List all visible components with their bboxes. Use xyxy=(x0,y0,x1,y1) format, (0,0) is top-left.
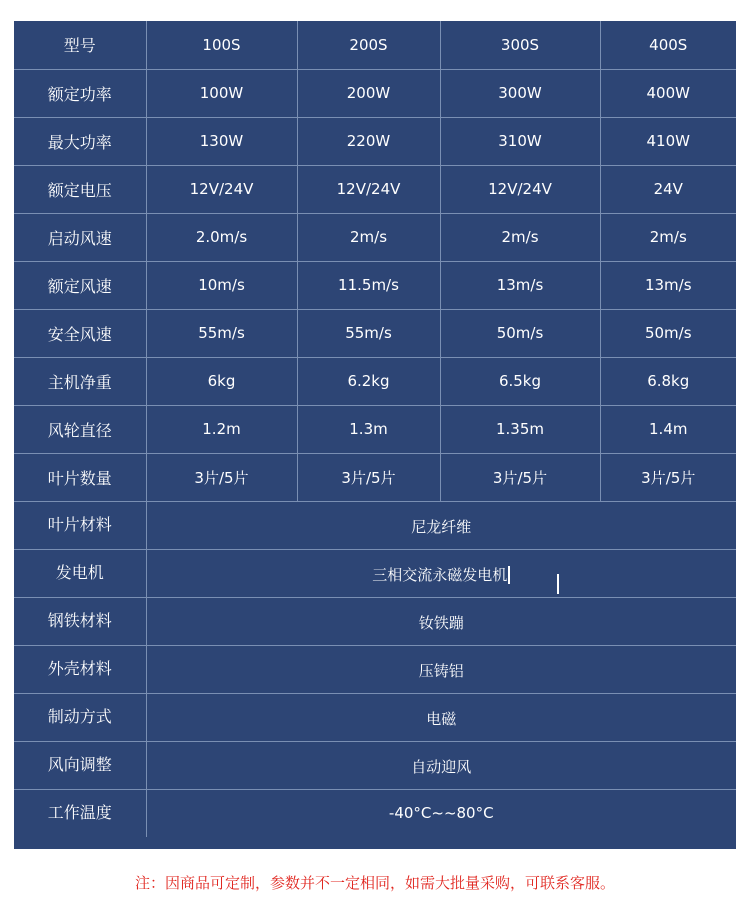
spec-cell: 410W xyxy=(600,117,736,165)
spec-row-rated-voltage xyxy=(14,165,736,213)
merged-value: -40°C~~80°C xyxy=(146,789,736,837)
merged-row-generator xyxy=(14,549,736,597)
spec-cell: 55m/s xyxy=(146,309,297,357)
spec-cell: 2.0m/s xyxy=(146,213,297,261)
spec-cell: 400W xyxy=(600,69,736,117)
spec-cell: 6kg xyxy=(146,357,297,405)
spec-cell: 220W xyxy=(297,117,440,165)
row-label: 叶片材料 xyxy=(14,501,146,549)
spec-cell: 12V/24V xyxy=(146,165,297,213)
row-label: 主机净重 xyxy=(14,357,146,405)
spec-cell: 3片/5片 xyxy=(600,453,736,501)
merged-value: 自动迎风 xyxy=(146,741,736,789)
spec-table xyxy=(14,21,736,837)
spec-cell: 13m/s xyxy=(440,261,600,309)
spec-row-rated-power xyxy=(14,69,736,117)
row-label: 最大功率 xyxy=(14,117,146,165)
row-label: 额定功率 xyxy=(14,69,146,117)
row-label: 额定风速 xyxy=(14,261,146,309)
spec-cell: 200W xyxy=(297,69,440,117)
merged-value: 电磁 xyxy=(146,693,736,741)
spec-cell: 24V xyxy=(600,165,736,213)
row-label: 发电机 xyxy=(14,549,146,597)
merged-row-blade-material xyxy=(14,501,736,549)
spec-cell: 10m/s xyxy=(146,261,297,309)
spec-cell: 1.35m xyxy=(440,405,600,453)
row-label: 工作温度 xyxy=(14,789,146,837)
spec-cell: 13m/s xyxy=(600,261,736,309)
spec-cell: 12V/24V xyxy=(440,165,600,213)
merged-value: 尼龙纤维 xyxy=(146,501,736,549)
header-label: 型号 xyxy=(14,21,146,69)
row-label: 安全风速 xyxy=(14,309,146,357)
footnote: 注：因商品可定制，参数并不一定相同，如需大批量采购，可联系客服。 xyxy=(134,874,615,892)
header-row xyxy=(14,21,736,69)
spec-cell: 3片/5片 xyxy=(297,453,440,501)
spec-cell: 50m/s xyxy=(600,309,736,357)
spec-row-safe-wind xyxy=(14,309,736,357)
spec-cell: 310W xyxy=(440,117,600,165)
model-300s: 300S xyxy=(440,21,600,69)
merged-value-cell xyxy=(146,549,736,597)
merged-row-yaw xyxy=(14,741,736,789)
spec-cell: 2m/s xyxy=(297,213,440,261)
merged-row-braking xyxy=(14,693,736,741)
spec-cell: 130W xyxy=(146,117,297,165)
model-100s: 100S xyxy=(146,21,297,69)
spec-cell: 2m/s xyxy=(440,213,600,261)
merged-value: 压铸铝 xyxy=(146,645,736,693)
spec-cell: 100W xyxy=(146,69,297,117)
spec-cell: 1.2m xyxy=(146,405,297,453)
spec-row-rated-wind xyxy=(14,261,736,309)
spec-cell: 55m/s xyxy=(297,309,440,357)
spec-cell: 3片/5片 xyxy=(440,453,600,501)
spec-cell: 6.2kg xyxy=(297,357,440,405)
merged-value: 钕铁蹦 xyxy=(146,597,736,645)
spec-cell: 1.3m xyxy=(297,405,440,453)
spec-cell: 1.4m xyxy=(600,405,736,453)
spec-table-panel xyxy=(14,21,736,849)
text-cursor-secondary xyxy=(557,574,559,594)
merged-value: 三相交流永磁发电机 xyxy=(372,565,508,584)
model-200s: 200S xyxy=(297,21,440,69)
text-cursor xyxy=(508,566,510,584)
spec-cell: 50m/s xyxy=(440,309,600,357)
spec-cell: 300W xyxy=(440,69,600,117)
row-label: 制动方式 xyxy=(14,693,146,741)
model-400s: 400S xyxy=(600,21,736,69)
spec-row-startup-wind xyxy=(14,213,736,261)
row-label: 钢铁材料 xyxy=(14,597,146,645)
spec-row-rotor-diameter xyxy=(14,405,736,453)
spec-row-blade-count xyxy=(14,453,736,501)
spec-row-net-weight xyxy=(14,357,736,405)
row-label: 风向调整 xyxy=(14,741,146,789)
merged-row-steel-material xyxy=(14,597,736,645)
spec-cell: 11.5m/s xyxy=(297,261,440,309)
row-label: 启动风速 xyxy=(14,213,146,261)
spec-cell: 3片/5片 xyxy=(146,453,297,501)
merged-row-shell-material xyxy=(14,645,736,693)
merged-row-working-temp xyxy=(14,789,736,837)
row-label: 风轮直径 xyxy=(14,405,146,453)
row-label: 叶片数量 xyxy=(14,453,146,501)
spec-cell: 12V/24V xyxy=(297,165,440,213)
spec-cell: 6.5kg xyxy=(440,357,600,405)
spec-row-max-power xyxy=(14,117,736,165)
row-label: 外壳材料 xyxy=(14,645,146,693)
spec-cell: 2m/s xyxy=(600,213,736,261)
row-label: 额定电压 xyxy=(14,165,146,213)
spec-cell: 6.8kg xyxy=(600,357,736,405)
